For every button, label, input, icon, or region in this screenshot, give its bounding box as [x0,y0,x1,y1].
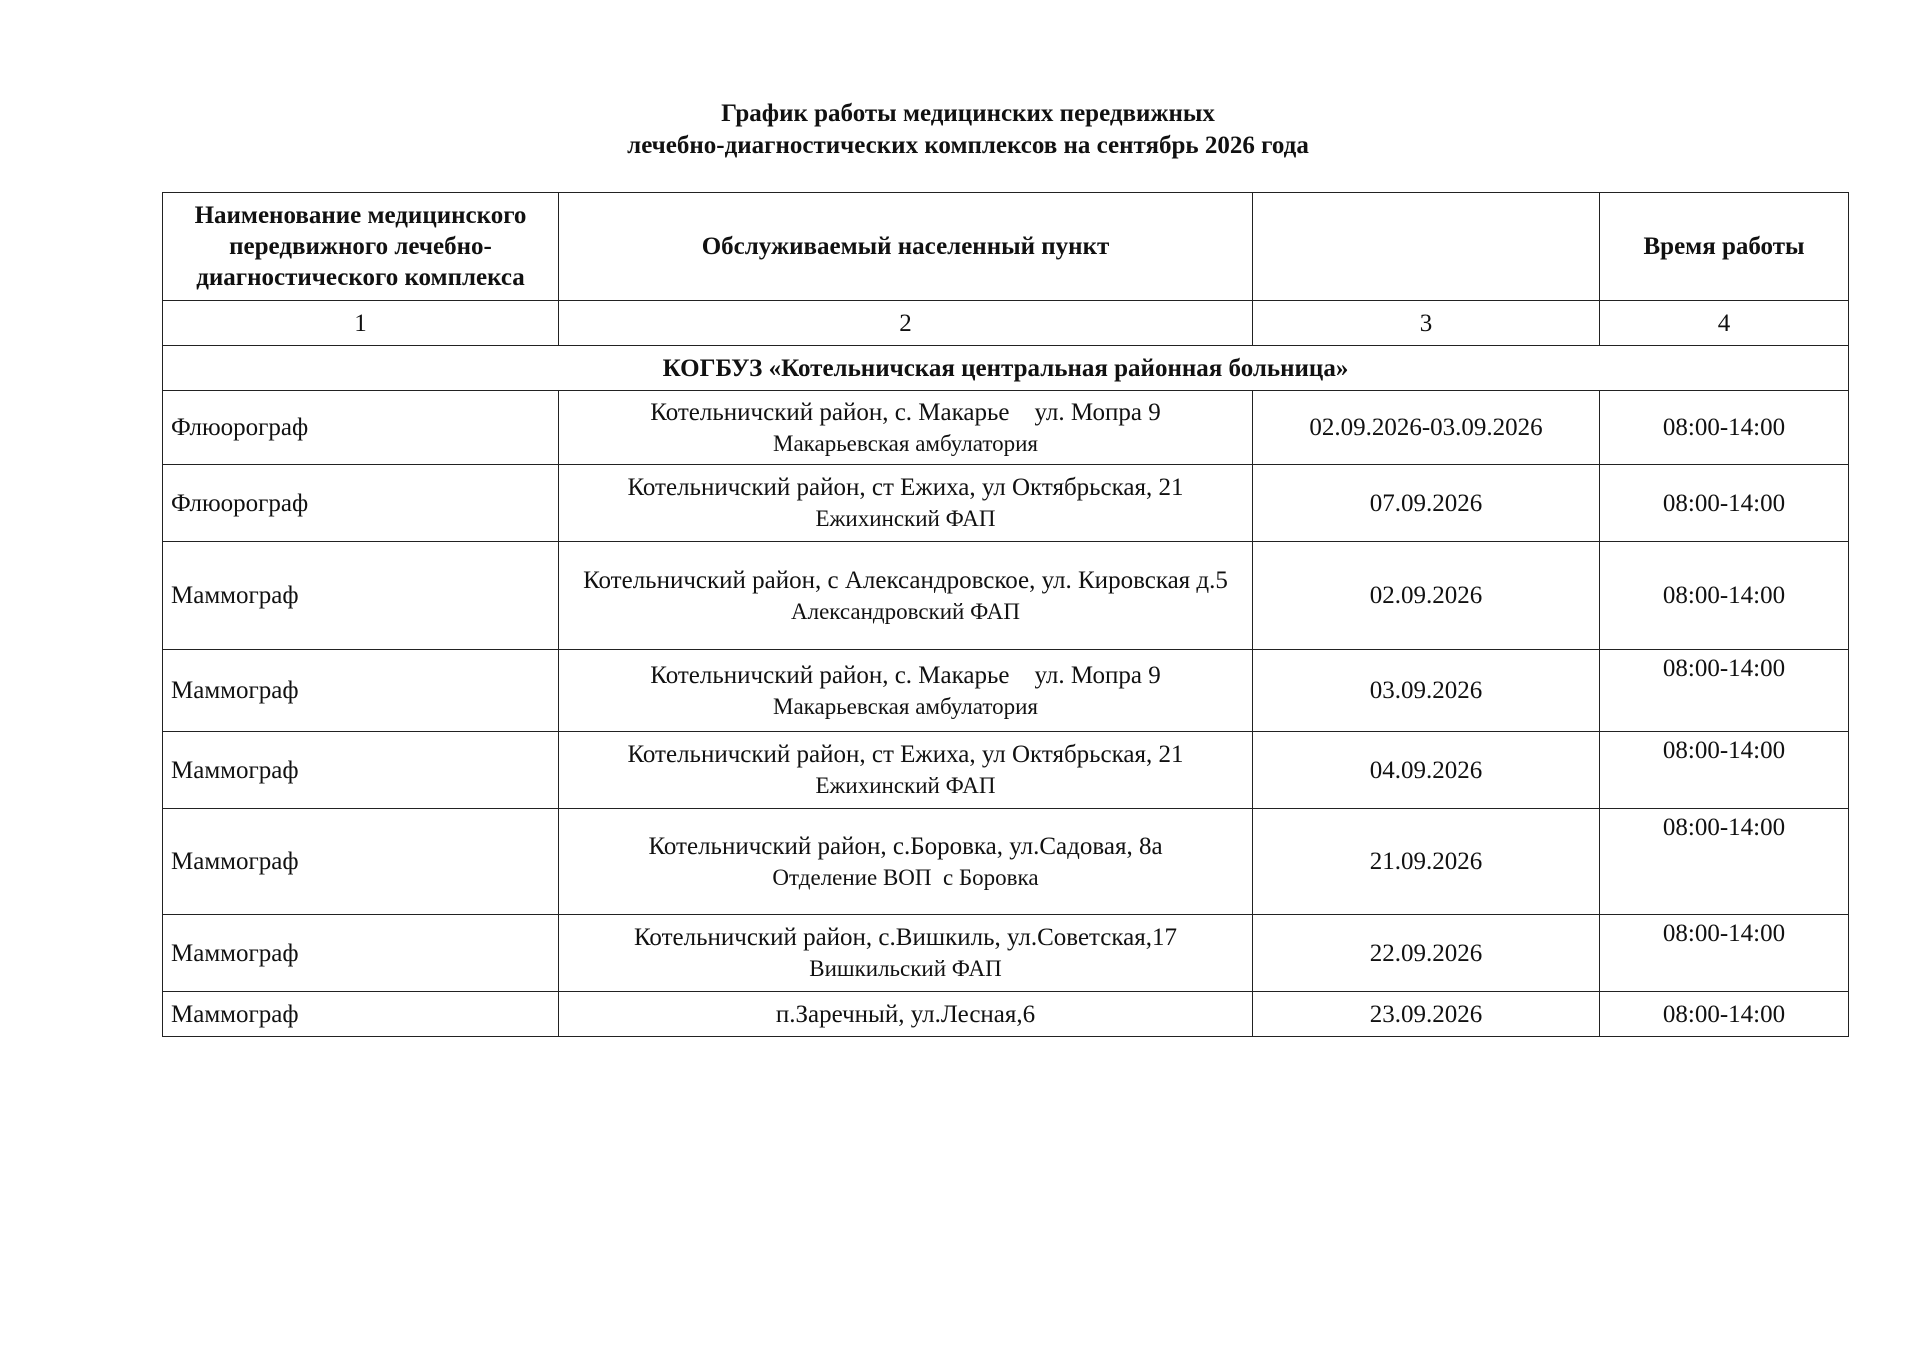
table-row [163,391,1849,465]
served-locality [559,809,1253,915]
facility-name: Ежихинский ФАП [815,506,996,531]
schedule-rows [163,391,1849,1037]
work-date: 07.09.2026 [1253,465,1600,542]
table-row [163,650,1849,732]
locality-address: Котельничский район, с. Макарье ул. Мопра 9 [650,661,1161,689]
locality-address: Котельничский район, с Александровское, ул. Кировская д.5 [583,566,1228,594]
served-locality [559,650,1253,732]
header-time: Время работы [1600,193,1849,301]
facility-name: Александровский ФАП [790,598,1021,624]
organization-row [163,346,1849,391]
locality-address: Котельничский район, с.Вишкиль, ул.Советская,17 [634,924,1177,951]
header-date [1253,193,1600,301]
page-title [0,98,1920,162]
served-locality [559,391,1253,465]
work-date: 22.09.2026 [1253,915,1600,992]
device-name: Флюорограф [163,465,559,542]
table-row [163,732,1849,809]
facility-name: Макарьевская амбулатория [773,430,1038,456]
locality-address: п.Заречный, ул.Лесная,6 [775,1000,1036,1028]
work-date: 03.09.2026 [1253,650,1600,732]
column-number: 2 [559,301,1253,346]
work-time: 08:00-14:00 [1600,809,1849,915]
locality-address: Котельничский район, с.Боровка, ул.Садовая, 8а [648,832,1163,860]
table-row [163,542,1849,650]
table-row [163,992,1849,1037]
facility-name: Макарьевская амбулатория [773,693,1038,719]
table-row [163,915,1849,992]
facility-name: Вишкильский ФАП [809,956,1002,981]
header-row [163,193,1849,301]
work-time: 08:00-14:00 [1600,465,1849,542]
device-name: Маммограф [163,915,559,992]
title-line-1: График работы медицинских передвижных [721,100,1215,127]
locality-address: Котельничский район, с. Макарье ул. Мопра 9 [650,398,1161,426]
work-date: 21.09.2026 [1253,809,1600,915]
header-device: Наименование медицинского передвижного лечебно-диагностического комплекса [163,193,559,301]
column-number: 1 [163,301,559,346]
table-row [163,465,1849,542]
title-line-2: лечебно-диагностических комплексов на сентябрь 2026 года [627,132,1309,159]
table-row [163,809,1849,915]
served-locality [559,465,1253,542]
device-name: Флюорограф [163,391,559,465]
device-name: Маммограф [163,732,559,809]
device-name: Маммограф [163,809,559,915]
header-place: Обслуживаемый населенный пункт [559,193,1253,301]
work-time: 08:00-14:00 [1600,542,1849,650]
served-locality [559,915,1253,992]
facility-name: Отделение ВОП с Боровка [772,864,1039,890]
device-name: Маммограф [163,992,559,1037]
work-time: 08:00-14:00 [1600,391,1849,465]
work-date: 02.09.2026 [1253,542,1600,650]
locality-address: Котельничский район, ст Ежиха, ул Октябрьская, 21 [627,741,1184,768]
schedule-table [162,192,1849,1037]
device-name: Маммограф [163,650,559,732]
column-number: 3 [1253,301,1600,346]
column-number: 4 [1600,301,1849,346]
work-date: 23.09.2026 [1253,992,1600,1037]
column-number-row [163,301,1849,346]
device-name: Маммограф [163,542,559,650]
work-time: 08:00-14:00 [1600,992,1849,1037]
organization-name: КОГБУЗ «Котельничская центральная районная больница» [163,346,1849,391]
served-locality [559,732,1253,809]
served-locality [559,542,1253,650]
work-time: 08:00-14:00 [1600,650,1849,732]
served-locality [559,992,1253,1037]
work-time: 08:00-14:00 [1600,915,1849,992]
facility-name: Ежихинский ФАП [815,773,996,798]
work-date: 04.09.2026 [1253,732,1600,809]
work-date: 02.09.2026-03.09.2026 [1253,391,1600,465]
work-time: 08:00-14:00 [1600,732,1849,809]
locality-address: Котельничский район, ст Ежиха, ул Октябрьская, 21 [627,474,1184,501]
